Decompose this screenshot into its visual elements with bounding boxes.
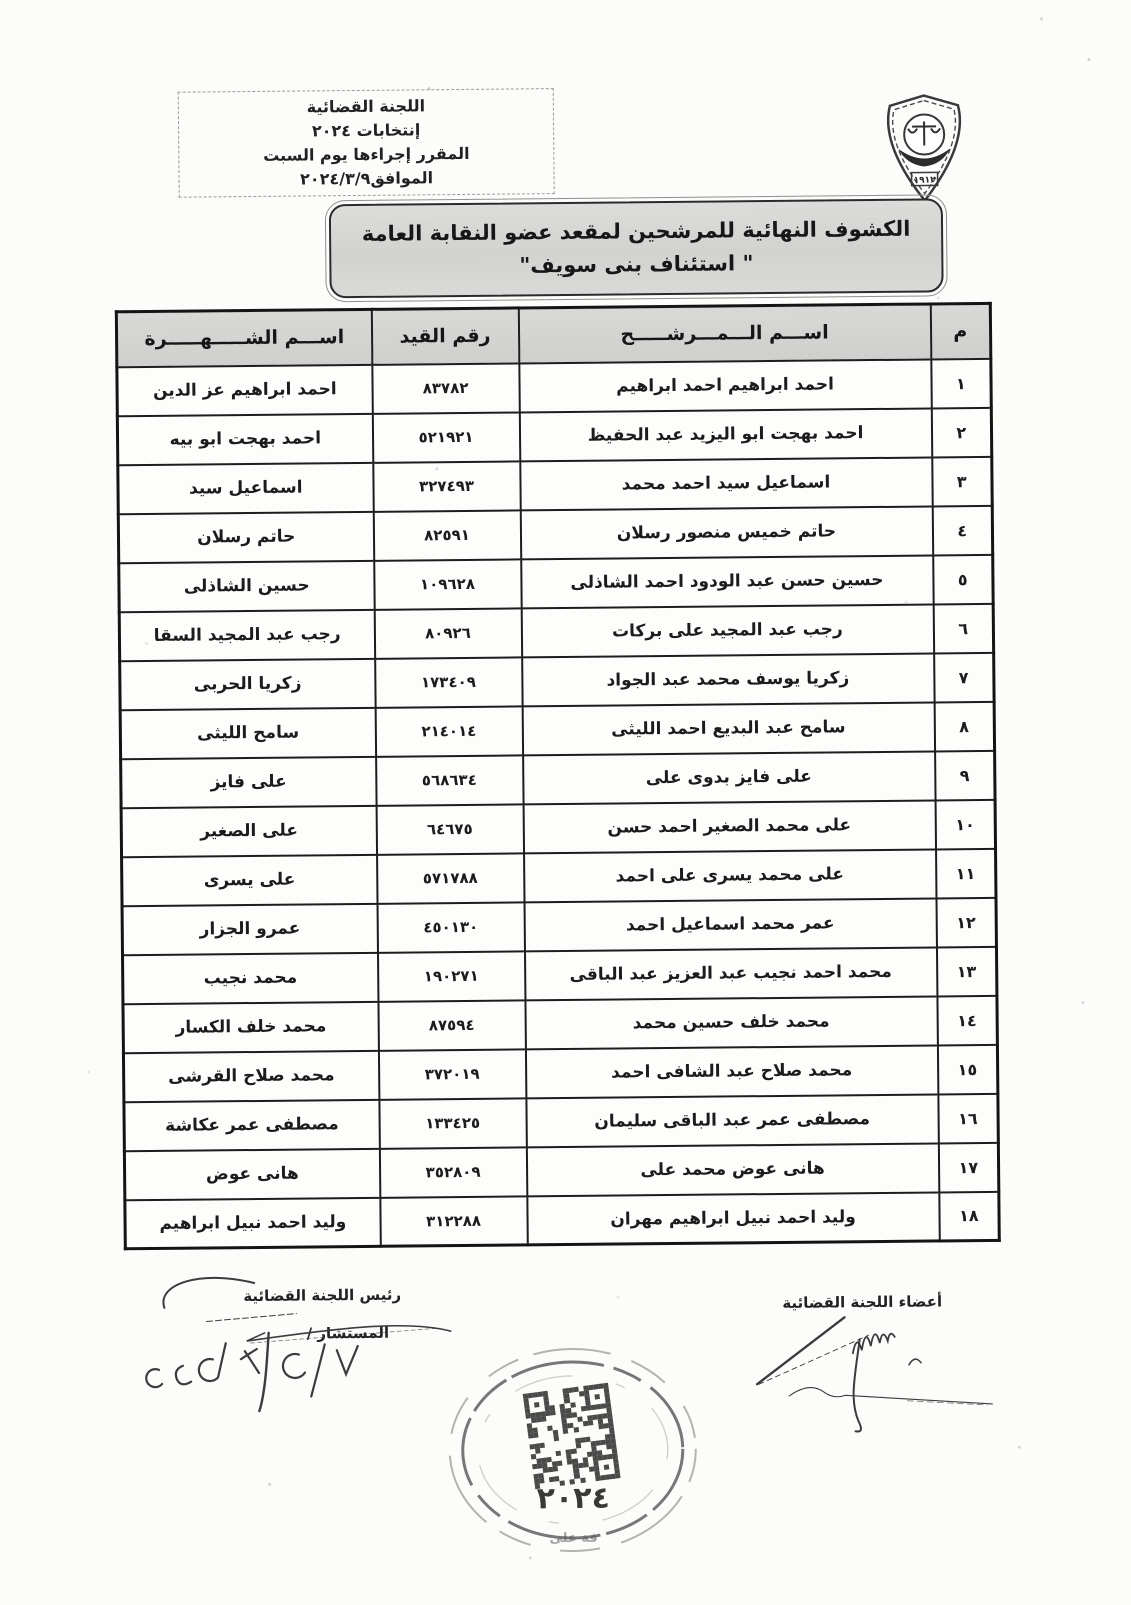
registration-number: ٢١٤٠١٤ — [375, 706, 522, 756]
candidate-name: حاتم خميس منصور رسلان — [520, 506, 932, 559]
table-row — [124, 1093, 998, 1150]
registration-number: ٦٤٦٧٥ — [376, 804, 523, 854]
known-as-name: حاتم رسلان — [118, 511, 373, 562]
table-row — [123, 995, 997, 1052]
registration-number: ٨٢٥٩١ — [373, 510, 520, 560]
registration-number: ٣٧٢٠١٩ — [378, 1049, 525, 1099]
row-serial: ١٣ — [936, 946, 996, 996]
qr-code-icon — [523, 1383, 621, 1489]
column-header-known-as: اســـم الشـــــهـــــرة — [116, 309, 372, 366]
candidate-name: محمد صلاح عبد الشافى احمد — [525, 1045, 937, 1098]
known-as-name: رجب عبد المجيد السقا — [119, 609, 374, 660]
committee-line: المقرر إجراءها يوم السبت — [263, 142, 470, 168]
table-row — [121, 799, 995, 856]
table-row — [119, 554, 993, 611]
table-row — [122, 848, 996, 905]
known-as-name: محمد صلاح القرشى — [123, 1050, 378, 1101]
known-as-name: حسين الشاذلى — [119, 560, 374, 611]
table-row — [118, 505, 992, 562]
known-as-name: عمرو الجزار — [122, 903, 377, 954]
row-serial: ١٧ — [938, 1142, 998, 1192]
candidate-name: رجب عبد المجيد على بركات — [521, 604, 933, 657]
registration-number: ٨٠٩٢٦ — [374, 608, 521, 658]
official-stamp — [427, 1334, 719, 1587]
committee-line: اللجنة القضائية — [307, 94, 426, 119]
row-serial: ٩ — [935, 750, 995, 800]
committee-line: إنتخابات ٢٠٢٤ — [312, 118, 421, 143]
known-as-name: على يسرى — [122, 854, 377, 905]
title-line-2: " استئناف بنى سويف" — [519, 247, 753, 282]
registration-number: ٣٥٢٨٠٩ — [379, 1147, 526, 1197]
row-serial: ١٦ — [938, 1093, 998, 1143]
table-row — [117, 358, 991, 415]
candidate-name: هانى عوض محمد على — [526, 1143, 938, 1196]
candidate-name: وليد احمد نبيل ابراهيم مهران — [527, 1192, 939, 1245]
table-row — [123, 946, 997, 1003]
emblem-year: ١٩١٢ — [914, 175, 937, 185]
candidate-name: على محمد يسرى على احمد — [524, 849, 936, 902]
candidates-table — [115, 302, 1001, 1250]
registration-number: ٥٢١٩٢١ — [372, 412, 519, 462]
row-serial: ١٢ — [936, 897, 996, 947]
candidate-name: حسين حسن عبد الودود احمد الشاذلى — [521, 555, 933, 608]
committee-members-label: أعضاء اللجنة القضائية — [782, 1292, 942, 1312]
registration-number: ٨٣٧٨٢ — [372, 363, 519, 413]
registration-number: ١٩٠٢٧١ — [377, 951, 524, 1001]
column-header-reg-no: رقم القيد — [371, 308, 519, 364]
row-serial: ٤ — [932, 505, 992, 555]
known-as-name: محمد خلف الكسار — [123, 1001, 378, 1052]
candidate-name: عمر محمد اسماعيل احمد — [524, 898, 936, 951]
table-row — [119, 603, 993, 660]
row-serial: ٣ — [932, 456, 992, 506]
candidate-name: على محمد الصغير احمد حسن — [523, 800, 935, 853]
stamp-year: ٢٠٢٤ — [428, 1480, 718, 1518]
title-line-1: الكشوف النهائية للمرشحين لمقعد عضو النقابة العامة — [362, 213, 911, 251]
column-header-serial: م — [930, 303, 991, 359]
registration-number: ٥٧١٧٨٨ — [377, 853, 524, 903]
candidate-name: زكريا يوسف محمد عبد الجواد — [522, 653, 934, 706]
registration-number: ١٠٩٦٢٨ — [374, 559, 521, 609]
table-row — [121, 750, 995, 807]
known-as-name: احمد بهجت ابو بيه — [117, 413, 372, 464]
known-as-name: على الصغير — [121, 805, 376, 856]
row-serial: ١٤ — [937, 995, 997, 1045]
row-serial: ٦ — [933, 603, 993, 653]
known-as-name: زكريا الحربى — [120, 658, 375, 709]
candidate-name: على فايز بدوى على — [523, 751, 935, 804]
table-row — [117, 407, 991, 464]
row-serial: ١ — [931, 358, 991, 408]
known-as-name: سامح الليثى — [120, 707, 375, 758]
row-serial: ١٨ — [939, 1191, 999, 1241]
counselor-label: المستشار / — [307, 1324, 390, 1343]
candidate-name: مصطفى عمر عبد الباقى سليمان — [526, 1094, 938, 1147]
bar-association-emblem-icon — [878, 92, 971, 205]
known-as-name: مصطفى عمر عكاشة — [124, 1099, 379, 1150]
table-row — [125, 1191, 999, 1248]
registration-number: ١٣٣٤٢٥ — [379, 1098, 526, 1148]
known-as-name: هانى عوض — [124, 1148, 379, 1199]
members-signatures-icon — [757, 1316, 993, 1433]
row-serial: ٢ — [931, 407, 991, 457]
registration-number: ٥٦٨٦٣٤ — [376, 755, 523, 805]
scan-noise — [428, 87, 431, 90]
candidate-name: اسماعيل سيد احمد محمد — [520, 457, 932, 510]
document-title — [329, 198, 944, 298]
stamp-arc-text: فة على — [429, 1530, 719, 1548]
known-as-name: محمد نجيب — [123, 952, 378, 1003]
registration-number: ٣٢٧٤٩٣ — [373, 461, 520, 511]
registration-number: ٨٧٥٩٤ — [378, 1000, 525, 1050]
row-serial: ١٠ — [935, 799, 995, 849]
known-as-name: احمد ابراهيم عز الدين — [117, 364, 372, 415]
row-serial: ١١ — [936, 848, 996, 898]
candidate-name: محمد خلف حسين محمد — [525, 996, 937, 1049]
table-row — [120, 652, 994, 709]
table-row — [123, 1044, 997, 1101]
known-as-name: اسماعيل سيد — [118, 462, 373, 513]
column-header-name: اســـم الـــمـــرشـــــح — [518, 304, 931, 363]
committee-info-box — [178, 88, 555, 198]
row-serial: ١٥ — [937, 1044, 997, 1094]
row-serial: ٧ — [934, 652, 994, 702]
table-row — [124, 1142, 998, 1199]
registration-number: ٣١٢٢٨٨ — [380, 1196, 527, 1246]
row-serial: ٨ — [934, 701, 994, 751]
registration-number: ١٧٣٤٠٩ — [375, 657, 522, 707]
table-row — [122, 897, 996, 954]
committee-chairman-label: رئيس اللجنة القضائية — [243, 1286, 401, 1306]
candidate-name: احمد بهجت ابو اليزيد عبد الحفيظ — [519, 408, 931, 461]
row-serial: ٥ — [933, 554, 993, 604]
table-row — [118, 456, 992, 513]
candidate-name: احمد ابراهيم احمد ابراهيم — [519, 359, 931, 412]
known-as-name: وليد احمد نبيل ابراهيم — [125, 1197, 380, 1248]
table-header-row — [116, 303, 990, 366]
known-as-name: على فايز — [121, 756, 376, 807]
table-row — [120, 701, 994, 758]
candidate-name: محمد احمد نجيب عبد العزيز عبد الباقى — [524, 947, 936, 1000]
candidate-name: سامح عبد البديع احمد الليثى — [522, 702, 934, 755]
registration-number: ٤٥٠١٣٠ — [377, 902, 524, 952]
committee-line: الموافق٢٠٢٤/٣/٩ — [300, 166, 433, 191]
